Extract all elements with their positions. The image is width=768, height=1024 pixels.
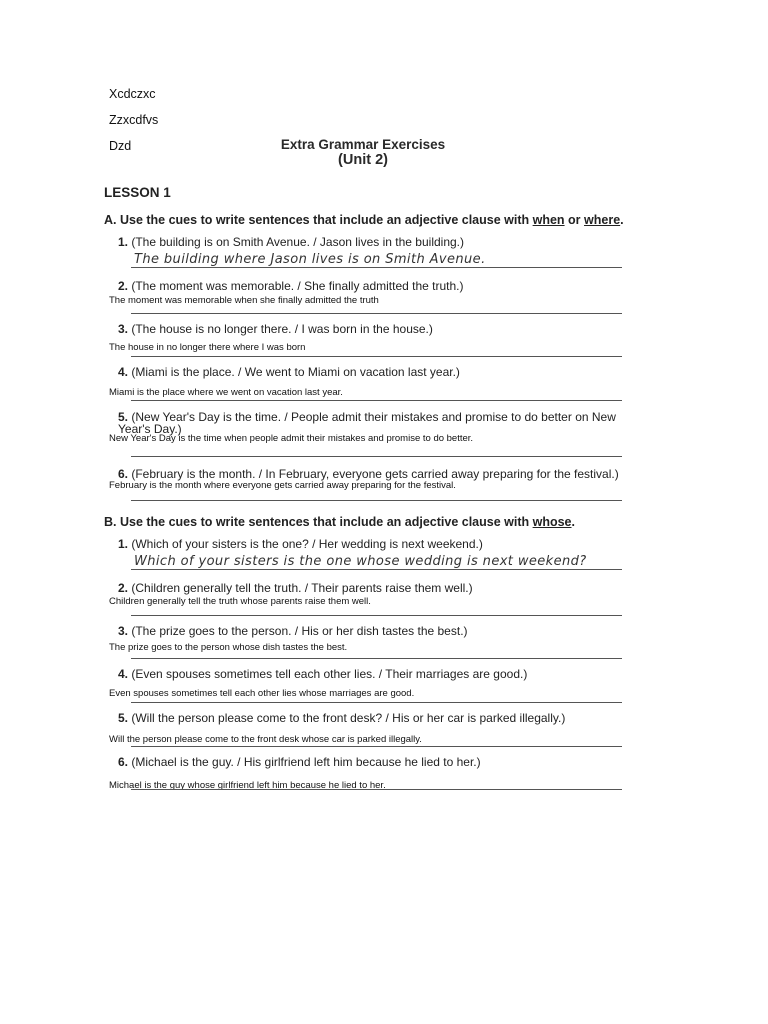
- cue-b3: 3. (The prize goes to the person. / His or her dish tastes the best.): [118, 624, 468, 638]
- answer-line-b5: [131, 746, 622, 747]
- answer-b6: Michael is the guy whose girlfriend left him because he lied to her.: [109, 780, 386, 791]
- lesson-heading: LESSON 1: [104, 185, 171, 200]
- note-line-3: Dzd: [109, 139, 132, 153]
- answer-line-a2: [131, 313, 622, 314]
- answer-b2: Children generally tell the truth whose parents raise them well.: [109, 596, 371, 607]
- cue-b1: 1. (Which of your sisters is the one? / Her wedding is next weekend.): [118, 537, 483, 551]
- answer-line-b3: [131, 658, 622, 659]
- cue-b4: 4. (Even spouses sometimes tell each other lies. / Their marriages are good.): [118, 667, 528, 681]
- cue-a4: 4. (Miami is the place. / We went to Miami on vacation last year.): [118, 365, 460, 379]
- answer-line-b6: [131, 789, 622, 790]
- answer-a5: New Year's Day is the time when people admit their mistakes and promise to do better.: [109, 433, 474, 444]
- answer-b3: The prize goes to the person whose dish tastes the best.: [109, 642, 348, 653]
- answer-a4: Miami is the place where we went on vacation last year.: [109, 387, 343, 398]
- answer-line-a4: [131, 400, 622, 401]
- example-answer-a1: The building where Jason lives is on Smith Avenue.: [134, 252, 486, 267]
- note-line-2: Zzxcdfvs: [109, 113, 159, 127]
- cue-a1: 1. (The building is on Smith Avenue. / Jason lives in the building.): [118, 235, 464, 249]
- answer-a3: The house in no longer there where I was born: [109, 342, 306, 353]
- cue-a6: 6. (February is the month. / In February, everyone gets carried away preparing for the festival.): [118, 467, 619, 481]
- answer-line-a3: [131, 356, 622, 357]
- answer-line-b2: [131, 615, 622, 616]
- section-a-heading: A. Use the cues to write sentences that include an adjective clause with when or where.: [104, 213, 624, 227]
- cue-b2: 2. (Children generally tell the truth. / Their parents raise them well.): [118, 581, 473, 595]
- example-answer-b1: Which of your sisters is the one whose wedding is next weekend?: [134, 554, 587, 569]
- answer-line-a5: [131, 456, 622, 457]
- cue-a3: 3. (The house is no longer there. / I was born in the house.): [118, 322, 433, 336]
- note-line-1: Xcdczxc: [109, 87, 156, 101]
- worksheet-title: Extra Grammar Exercises: [280, 137, 446, 152]
- cue-a5: 5. (New Year's Day is the time. / People admit their mistakes and promise to do better on New Year's Day.): [118, 410, 616, 436]
- cue-a2: 2. (The moment was memorable. / She finally admitted the truth.): [118, 279, 464, 293]
- answer-line-a1: [131, 267, 622, 268]
- answer-line-a6: [131, 500, 622, 501]
- answer-a2: The moment was memorable when she finally admitted the truth: [109, 295, 379, 306]
- answer-line-b1: [131, 569, 622, 570]
- answer-line-b4: [131, 702, 622, 703]
- section-b-heading: B. Use the cues to write sentences that include an adjective clause with whose.: [104, 515, 575, 529]
- answer-b5: Will the person please come to the front desk whose car is parked illegally.: [109, 734, 422, 745]
- worksheet-subtitle: (Unit 2): [338, 152, 388, 168]
- answer-b4: Even spouses sometimes tell each other lies whose marriages are good.: [109, 688, 415, 699]
- cue-b6: 6. (Michael is the guy. / His girlfriend left him because he lied to her.): [118, 755, 481, 769]
- answer-a6: February is the month where everyone gets carried away preparing for the festival.: [109, 480, 456, 491]
- cue-b5: 5. (Will the person please come to the front desk? / His or her car is parked illegally.): [118, 711, 566, 725]
